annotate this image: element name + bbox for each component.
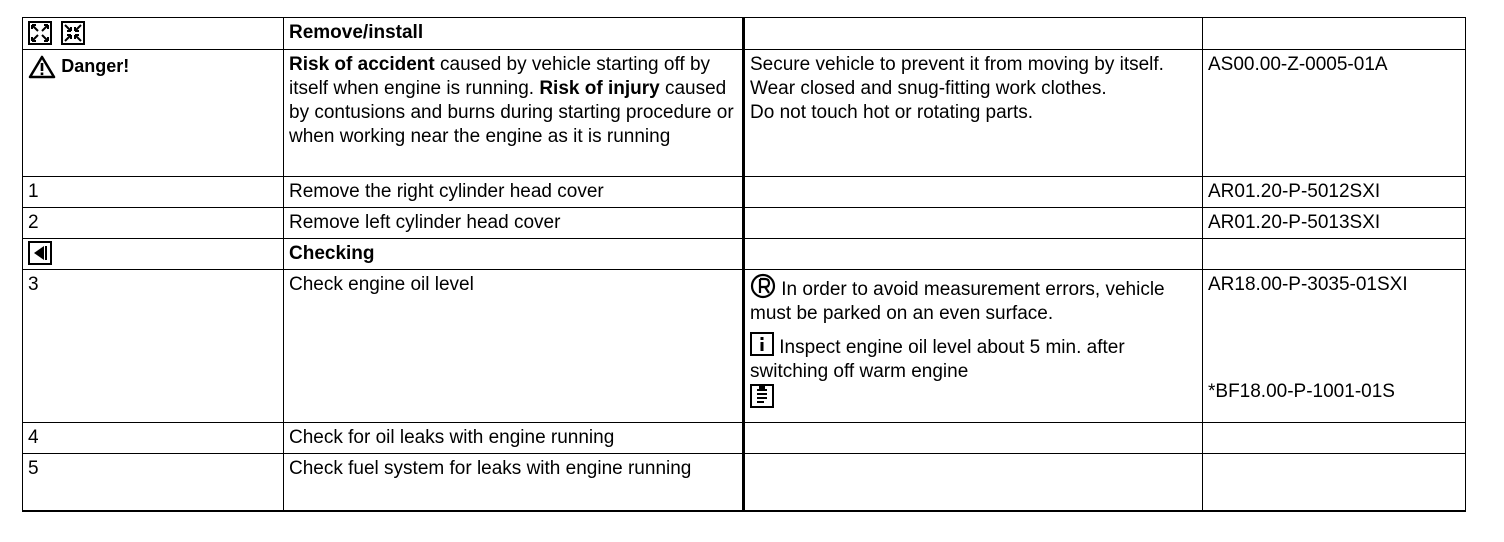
header-row: [23, 18, 1466, 50]
back-triangle-icon: [28, 241, 52, 265]
step-number: 2: [23, 208, 284, 239]
table-row: [23, 454, 1466, 511]
expand-arrows-icon: [28, 21, 52, 45]
step3-notes: In order to avoid measurement errors, vehicle must be parked on an even surface. Inspect engine oil level about 5 min. after switching off warm engine: [744, 270, 1203, 423]
collapse-arrows-icon: [61, 21, 85, 45]
table-row: [23, 423, 1466, 454]
step-text: Check fuel system for leaks with engine running: [284, 454, 744, 511]
step-ref: AR01.20-P-5013SXI: [1203, 208, 1466, 239]
warning-triangle-icon: [28, 55, 56, 79]
danger-row: [23, 50, 1466, 177]
header-icons-cell: [23, 18, 284, 50]
checking-title: Checking: [284, 239, 744, 270]
step-ref: AR01.20-P-5012SXI: [1203, 177, 1466, 208]
caution-circle-icon: [750, 273, 776, 299]
procedure-table: [22, 17, 1466, 512]
danger-label: Danger!: [61, 56, 130, 76]
step-text: Remove the right cylinder head cover: [284, 177, 744, 208]
info-icon: [750, 332, 774, 356]
step-number: 5: [23, 454, 284, 511]
step-number: 4: [23, 423, 284, 454]
table-row: [23, 208, 1466, 239]
document-reference-icon: [750, 384, 774, 408]
danger-ref: AS00.00-Z-0005-01A: [1203, 50, 1466, 177]
danger-measures: Secure vehicle to prevent it from moving by itself. Wear closed and snug-fitting work clothes. Do not touch hot or rotating parts.: [744, 50, 1203, 177]
table-row: [23, 177, 1466, 208]
checking-row: [23, 239, 1466, 270]
step-number: 3: [23, 270, 284, 423]
step-text: Remove left cylinder head cover: [284, 208, 744, 239]
header-title: Remove/install: [284, 18, 744, 50]
step-number: 1: [23, 177, 284, 208]
danger-label-cell: [23, 50, 284, 177]
table-row: [23, 270, 1466, 423]
danger-risk-text: Risk of accident caused by vehicle starting off by itself when engine is running. Risk of injury caused by contusions and burns during starting procedure or when working near the engine as it is running: [284, 50, 744, 177]
step-text: Check for oil leaks with engine running: [284, 423, 744, 454]
step3-refs: AR18.00-P-3035-01SXI *BF18.00-P-1001-01S: [1203, 270, 1466, 423]
step-text: Check engine oil level: [284, 270, 744, 423]
